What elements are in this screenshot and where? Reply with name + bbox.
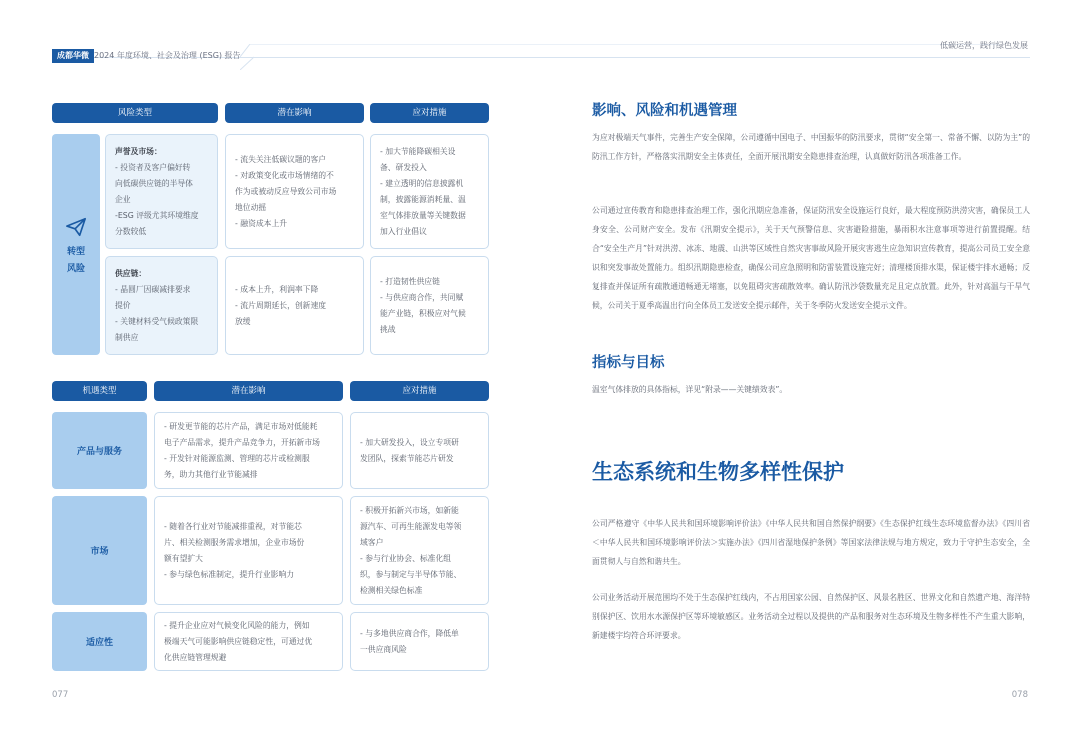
- opp-impact-cell: [154, 412, 343, 489]
- risk-category-label: [52, 134, 100, 355]
- page-slogan: 低碳运营，践行绿色发展: [940, 41, 1028, 50]
- paragraph-metrics: 温室气体排放的具体指标，详见“附录——关键绩效表”。: [592, 385, 788, 394]
- opp-type-cell: 适应性: [52, 612, 147, 671]
- risk-type-line: 向低碳供应链的半导体: [115, 178, 193, 188]
- risk-type-cell: [105, 256, 218, 355]
- risk-impact-cell: [225, 256, 364, 355]
- opp-impact-line: - 研发更节能的芯片产品，满足市场对低能耗: [164, 421, 318, 431]
- report-title: 2024 年度环境、社会及治理 (ESG) 报告: [94, 51, 241, 60]
- risk-measure-line: - 打造韧性供应链: [380, 276, 440, 286]
- risk-impact-line: 作为或被动反应导致公司市场: [235, 186, 337, 196]
- risk-impact-line: 放缓: [235, 316, 251, 326]
- risk-impact-cell: [225, 134, 364, 249]
- risk-type-line: 制供应: [115, 332, 139, 342]
- risk-type-line: 分数较低: [115, 226, 147, 236]
- opp-impact-line: 电子产品需求，提升产品竞争力，开拓新市场: [164, 437, 320, 447]
- risk-impact-line: - 融资成本上升: [235, 218, 288, 228]
- opp-measure-line: - 参与行业协会、标准化组: [360, 553, 452, 563]
- header-decoration: [240, 44, 1000, 70]
- brand-badge: 成都华微: [52, 49, 94, 63]
- risk-impact-line: - 成本上升，利润率下降: [235, 284, 319, 294]
- section-title-risk-management: 影响、风险和机遇管理: [592, 103, 737, 119]
- opp-impact-line: - 参与绿色标准制定，提升行业影响力: [164, 569, 295, 579]
- opp-measure-cell: [350, 612, 489, 671]
- section-title-biodiversity: 生态系统和生物多样性保护: [592, 460, 844, 484]
- risk-type-line: - 晶圆厂因碳减排要求: [115, 284, 191, 294]
- opp-header-type: 机遇类型: [52, 381, 147, 401]
- page-number-left: 077: [52, 690, 69, 700]
- risk-type-line: - 投资者及客户偏好转: [115, 162, 191, 172]
- opp-impact-cell: [154, 496, 343, 605]
- category-label-line1: 转型: [66, 246, 85, 257]
- opp-measure-cell: [350, 496, 489, 605]
- opp-header-measure: 应对措施: [350, 381, 489, 401]
- page-number-right: 078: [1011, 690, 1028, 700]
- category-label-line2: 风险: [66, 263, 85, 274]
- paragraph-regulations: 公司严格遵守《中华人民共和国环境影响评价法》《中华人民共和国自然保护纲要》《生态保护红线生态环境监督办法》《四川省＜中华人民共和国环境影响评价法＞实施办法》《四川省湿地保护条例》等国家法律法规与地方规定，致力于守护生态安全，全面贯彻人与自然和谐共生。: [592, 519, 1030, 566]
- risk-measure-line: 加入行业倡议: [380, 226, 427, 236]
- opp-measure-line: 源汽车、可再生能源发电等领: [360, 521, 462, 531]
- opp-type-cell: 市场: [52, 496, 147, 605]
- opp-impact-line: - 开发针对能源监测、管理的芯片或检测服: [164, 453, 310, 463]
- risk-type-line: - 关键材料受气候政策限: [115, 316, 199, 326]
- risk-measure-line: - 与供应商合作，共同赋: [380, 292, 464, 302]
- opp-type-cell: 产品与服务: [52, 412, 147, 489]
- risk-impact-line: - 流失关注低碳议题的客户: [235, 154, 327, 164]
- paragraph-flood-measures: 公司通过宣传教育和隐患排查治理工作，强化汛期应急准备，保证防汛安全设施运行良好，最大程度预防洪涝灾害，确保员工人身安全、公司财产安全。发布《汛期安全提示》，关于天气预警信息、灾害避险措施，暴雨积水注意事项等进行前置提醒。结合“安全生产月”针对洪涝、冰冻、地震、山洪等区域性自然灾害事故风险开展灾害逃生应急知识宣传教育，提高公司员工安全意识和突发事故处置能力。组织汛期隐患检查，确保公司应急照明和防雷装置设施完好；清理楼顶排水渠，保证楼宇排水通畅；反复排查并保证所有疏散通道畅通无堵塞，以免阻碍灾害疏散效率。确认防汛沙袋数量充足且定点放置。此外，针对高温与干旱气候，公司关于夏季高温出行向全体员工发送安全提示邮件，关于冬季防火发送安全提示文件。: [592, 206, 1030, 310]
- risk-type-line: 企业: [115, 194, 131, 204]
- paragraph-flood-policy: 为应对极端天气事件，完善生产安全保障，公司遵循中国电子、中国振华的防汛要求，贯彻“安全第一、常备不懈、以防为主”的防汛工作方针，严格落实汛期安全主体责任，全面开展汛期安全隐患排查治理，认真做好防汛各项准备工作。: [592, 133, 1030, 161]
- opp-impact-cell: [154, 612, 343, 671]
- risk-type-line: 提价: [115, 300, 131, 310]
- risk-measure-cell: [370, 256, 489, 355]
- opp-impact-line: - 随着各行业对节能减排重视，对节能芯: [164, 521, 302, 531]
- risk-type-line: -ESG 评级尤其环境维度: [115, 210, 199, 220]
- risk-type-cell: [105, 134, 218, 249]
- risk-impact-line: - 流片周期延长，创新速度: [235, 300, 327, 310]
- opp-measure-line: 域客户: [360, 537, 384, 547]
- risk-impact-line: 地位动摇: [235, 202, 267, 212]
- risk-header-impact: 潜在影响: [225, 103, 364, 123]
- opp-measure-line: - 积极开拓新兴市场，如新能: [360, 505, 459, 515]
- paragraph-business-scope: 公司业务活动开展范围均不处于生态保护红线内，不占用国家公园、自然保护区、风景名胜区、世界文化和自然遗产地、海洋特别保护区、饮用水水源保护区等环境敏感区。业务活动全过程以及提供的产品和服务对生态环境及生物多样性不产生重大影响，新建楼宇均符合环评要求。: [592, 593, 1030, 640]
- risk-impact-line: - 对政策变化或市场情绪的不: [235, 170, 334, 180]
- opp-impact-line: 务，助力其他行业节能减排: [164, 469, 258, 479]
- opp-measure-line: - 加大研发投入，设立专项研: [360, 437, 459, 447]
- opp-measure-cell: [350, 412, 489, 489]
- opp-measure-line: 织，参与制定与半导体节能、: [360, 569, 462, 579]
- opp-measure-line: 检测相关绿色标准: [360, 585, 423, 595]
- opp-impact-line: 极端天气可能影响供应链稳定性，可通过优: [164, 636, 313, 646]
- section-title-metrics: 指标与目标: [592, 355, 665, 371]
- opp-impact-line: 化供应链管理规避: [164, 652, 227, 662]
- risk-type-title: 声誉及市场：: [115, 146, 162, 156]
- risk-measure-line: - 建立透明的信息披露机: [380, 178, 464, 188]
- risk-type-title: 供应链：: [115, 268, 147, 278]
- risk-header-type: 风险类型: [52, 103, 218, 123]
- opp-impact-line: 片、相关检测服务需求增加，企业市场份: [164, 537, 305, 547]
- opp-measure-line: - 与多地供应商合作，降低单: [360, 628, 459, 638]
- risk-measure-line: - 加大节能降碳相关设: [380, 146, 456, 156]
- opp-measure-line: 发团队，探索节能芯片研发: [360, 453, 454, 463]
- opp-impact-line: 额有望扩大: [164, 553, 203, 563]
- paper-plane-icon: [65, 216, 87, 238]
- risk-measure-line: 制，披露能源消耗量、温: [380, 194, 466, 204]
- risk-measure-line: 室气体排放量等关键数据: [380, 210, 466, 220]
- risk-header-measure: 应对措施: [370, 103, 489, 123]
- risk-measure-line: 挑战: [380, 324, 396, 334]
- risk-measure-line: 能产业链，积极应对气候: [380, 308, 466, 318]
- opp-header-impact: 潜在影响: [154, 381, 343, 401]
- risk-measure-cell: [370, 134, 489, 249]
- opp-measure-line: 一供应商风险: [360, 644, 407, 654]
- risk-measure-line: 备、研发投入: [380, 162, 427, 172]
- opp-impact-line: - 提升企业应对气候变化风险的能力，例如: [164, 620, 310, 630]
